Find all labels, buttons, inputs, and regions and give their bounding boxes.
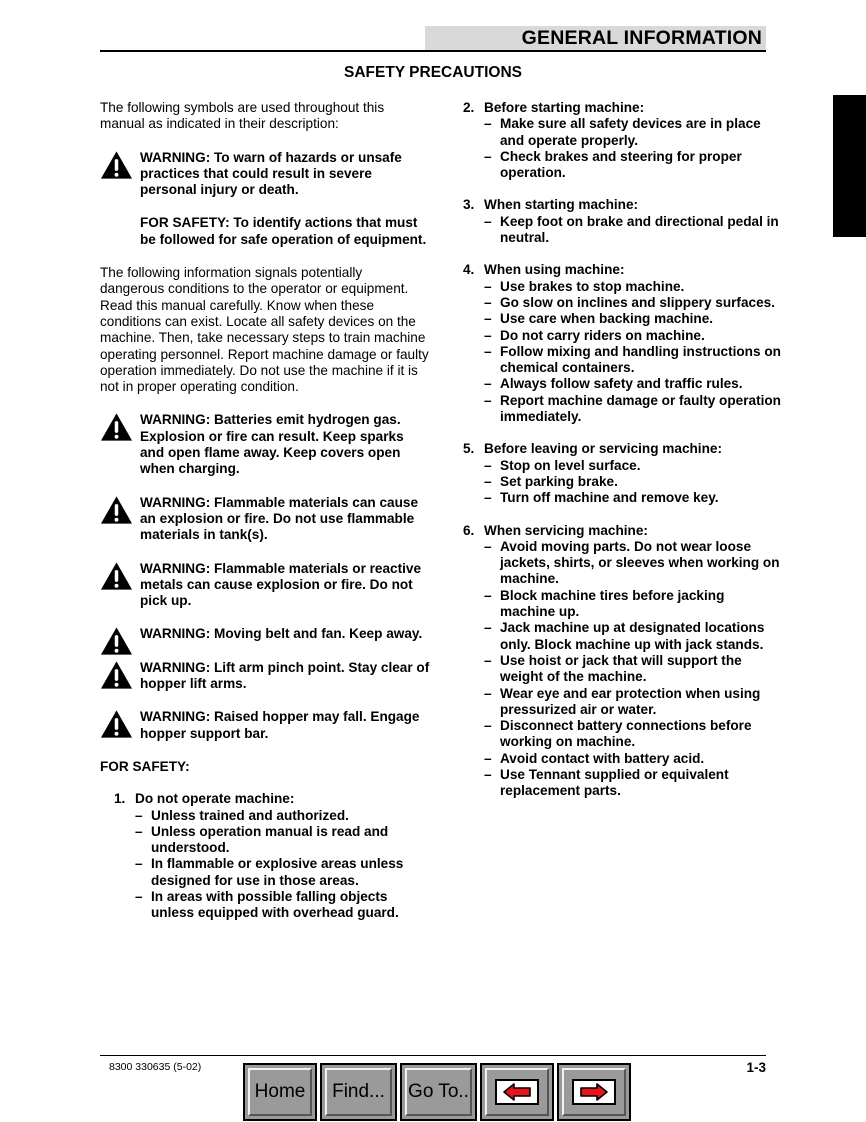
list-item bbox=[484, 295, 783, 311]
warning-text: WARNING: Flammable materials or reactive metals can cause explosion or fire. Do not pick up. bbox=[140, 560, 422, 609]
list-heading bbox=[463, 197, 783, 213]
warning-triangle-icon bbox=[100, 626, 133, 656]
dash-bullet: – bbox=[135, 856, 143, 872]
list-items bbox=[463, 458, 783, 507]
list-number: 3. bbox=[463, 197, 475, 213]
list-item-text: Keep foot on brake and directional pedal in neutral. bbox=[500, 213, 779, 246]
list-item-text: Avoid contact with battery acid. bbox=[500, 750, 705, 766]
warning-triangle-icon bbox=[100, 412, 133, 442]
warning-item bbox=[100, 709, 430, 742]
dash-bullet: – bbox=[135, 823, 143, 839]
list-item-text: Follow mixing and handling instructions on chemical containers. bbox=[500, 343, 781, 376]
list-item-text: Wear eye and ear protection when using pressurized air or water. bbox=[500, 685, 761, 717]
list-items bbox=[463, 116, 783, 181]
list-heading bbox=[463, 262, 783, 278]
dash-bullet: – bbox=[484, 490, 492, 506]
list-heading bbox=[463, 523, 783, 539]
dash-bullet: – bbox=[484, 652, 492, 668]
warning-triangle-icon bbox=[100, 150, 133, 180]
list-item bbox=[484, 653, 783, 686]
list-heading-text: When starting machine: bbox=[484, 197, 639, 213]
list-item bbox=[484, 588, 783, 621]
list-number: 5. bbox=[463, 441, 475, 457]
list-number: 6. bbox=[463, 522, 475, 538]
list-heading bbox=[463, 441, 783, 457]
list-item bbox=[484, 686, 783, 719]
for-safety-label: FOR SAFETY: bbox=[100, 758, 190, 774]
dash-bullet: – bbox=[484, 538, 492, 554]
warning-triangle-icon bbox=[100, 495, 133, 525]
dash-bullet: – bbox=[484, 376, 492, 392]
list-item-text: Set parking brake. bbox=[500, 473, 618, 489]
list-heading-text: When servicing machine: bbox=[484, 522, 648, 538]
warning-item bbox=[100, 412, 430, 477]
list-item-text: Always follow safety and traffic rules. bbox=[500, 376, 743, 392]
warning-triangle-icon bbox=[100, 709, 133, 739]
list-item bbox=[484, 344, 783, 377]
symbol-safety-text: FOR SAFETY: To identify actions that must be followed for safe operation of equipment. bbox=[140, 215, 427, 247]
warning-text: WARNING: Raised hopper may fall. Engage hopper support bar. bbox=[140, 709, 420, 741]
next-page-button[interactable] bbox=[557, 1063, 631, 1121]
list-heading-text: Before leaving or servicing machine: bbox=[484, 441, 722, 457]
dash-bullet: – bbox=[135, 888, 143, 904]
warning-text: WARNING: Flammable materials can cause an explosion or fire. Do not use flammable materials in tank(s). bbox=[140, 494, 419, 543]
list-item-text: Use brakes to stop machine. bbox=[500, 278, 685, 294]
list-item bbox=[484, 328, 783, 344]
list-item bbox=[484, 279, 783, 295]
right-arrow-icon bbox=[572, 1079, 616, 1105]
list-number: 2. bbox=[463, 100, 475, 115]
list-item bbox=[484, 393, 783, 426]
dash-bullet: – bbox=[484, 116, 492, 132]
find-button-label: Find... bbox=[332, 1081, 385, 1102]
home-button[interactable] bbox=[243, 1063, 317, 1121]
previous-page-button[interactable] bbox=[480, 1063, 554, 1121]
warnings-list bbox=[100, 412, 430, 741]
list-item bbox=[484, 474, 783, 490]
list-item bbox=[484, 751, 783, 767]
list-item-text: Jack machine up at designated locations only. Block machine up with jack stands. bbox=[500, 620, 765, 652]
list-item bbox=[484, 767, 783, 800]
list-item-text: Disconnect battery connections before working on machine. bbox=[500, 718, 752, 750]
dash-bullet: – bbox=[484, 148, 492, 164]
list-item-text: Stop on level surface. bbox=[500, 457, 641, 473]
list-item bbox=[484, 490, 783, 506]
find-button[interactable] bbox=[320, 1063, 397, 1121]
section-thumb-tab bbox=[833, 95, 866, 237]
safety-list-2 bbox=[463, 100, 783, 181]
list-item-text: In flammable or explosive areas unless designed for use in those areas. bbox=[151, 856, 404, 888]
go-to-button[interactable] bbox=[400, 1063, 477, 1121]
symbol-warning bbox=[100, 150, 430, 199]
list-item bbox=[484, 376, 783, 392]
dash-bullet: – bbox=[484, 343, 492, 359]
list-item bbox=[484, 458, 783, 474]
page-title: SAFETY PRECAUTIONS bbox=[344, 64, 522, 81]
header-rule bbox=[100, 50, 766, 52]
page-number: 1-3 bbox=[746, 1060, 766, 1075]
list-items bbox=[463, 539, 783, 800]
list-number: 1. bbox=[114, 791, 126, 807]
dash-bullet: – bbox=[484, 457, 492, 473]
list-item bbox=[135, 889, 430, 922]
document-code: 8300 330635 (5-02) bbox=[109, 1061, 202, 1073]
dash-bullet: – bbox=[484, 620, 492, 636]
symbol-warning-text: WARNING: To warn of hazards or unsafe practices that could result in severe personal injury or death. bbox=[140, 149, 402, 198]
list-item-text: Go slow on inclines and slippery surfaces. bbox=[500, 294, 775, 310]
dash-bullet: – bbox=[484, 587, 492, 603]
safety-list-3 bbox=[463, 197, 783, 246]
list-items bbox=[463, 214, 783, 247]
list-item-text: Unless operation manual is read and understood. bbox=[151, 823, 389, 856]
list-item-text: Do not carry riders on machine. bbox=[500, 327, 705, 343]
dash-bullet: – bbox=[484, 327, 492, 343]
home-button-label: Home bbox=[254, 1081, 306, 1102]
list-item-text: Block machine tires before jacking machine up. bbox=[500, 587, 725, 620]
warning-text: WARNING: Lift arm pinch point. Stay clear of hopper lift arms. bbox=[140, 659, 430, 692]
list-items bbox=[114, 808, 430, 922]
list-heading-text: Do not operate machine: bbox=[135, 791, 295, 807]
list-item-text: Check brakes and steering for proper operation. bbox=[500, 148, 742, 181]
list-heading bbox=[114, 791, 430, 807]
safety-list-1 bbox=[100, 791, 430, 921]
safety-list-6 bbox=[463, 523, 783, 800]
dash-bullet: – bbox=[484, 311, 492, 327]
list-item bbox=[484, 539, 783, 588]
list-item bbox=[484, 620, 783, 653]
left-column bbox=[100, 100, 430, 938]
signals-paragraph: The following information signals potentially dangerous conditions to the operator or equipment. Read this manual carefully. Know when these conditions can exist. Locate all safety devices on the machine. Then, take necessary steps to train machine operating personnel. Report machine damage or faulty operation immediately. Do not use the machine if it is not in proper operating condition. bbox=[100, 265, 429, 395]
right-column bbox=[463, 100, 783, 816]
list-item bbox=[135, 856, 430, 889]
list-heading-text: Before starting machine: bbox=[484, 100, 645, 115]
warning-triangle-icon bbox=[100, 660, 133, 690]
list-item-text: Use care when backing machine. bbox=[500, 311, 714, 327]
dash-bullet: – bbox=[484, 685, 492, 701]
list-item bbox=[484, 214, 783, 247]
warning-text: WARNING: Batteries emit hydrogen gas. Explosion or fire can result. Keep sparks and open flame away. Keep covers open when charging. bbox=[140, 412, 404, 477]
section-title: GENERAL INFORMATION bbox=[521, 27, 762, 49]
footer-rule bbox=[100, 1055, 766, 1056]
list-item-text: In areas with possible falling objects unless equipped with overhead guard. bbox=[151, 888, 399, 921]
list-item-text: Avoid moving parts. Do not wear loose jackets, shirts, or sleeves when working on machine. bbox=[500, 538, 780, 587]
list-item-text: Make sure all safety devices are in place and operate properly. bbox=[500, 116, 761, 148]
warning-item bbox=[100, 660, 430, 693]
list-item bbox=[484, 718, 783, 751]
list-number: 4. bbox=[463, 262, 475, 278]
safety-list-4 bbox=[463, 262, 783, 425]
list-heading-text: When using machine: bbox=[484, 262, 625, 278]
left-arrow-icon bbox=[495, 1079, 539, 1105]
dash-bullet: – bbox=[484, 278, 492, 294]
list-heading bbox=[463, 100, 783, 116]
list-item bbox=[484, 149, 783, 182]
dash-bullet: – bbox=[484, 473, 492, 489]
list-item bbox=[135, 808, 430, 824]
go-to-button-label: Go To.. bbox=[408, 1081, 469, 1102]
dash-bullet: – bbox=[484, 392, 492, 408]
list-item-text: Unless trained and authorized. bbox=[151, 807, 349, 823]
warning-item bbox=[100, 495, 430, 544]
list-items bbox=[463, 279, 783, 426]
dash-bullet: – bbox=[484, 213, 492, 229]
list-item-text: Report machine damage or faulty operation immediately. bbox=[500, 392, 781, 425]
dash-bullet: – bbox=[484, 766, 492, 782]
dash-bullet: – bbox=[484, 750, 492, 766]
list-item bbox=[135, 824, 430, 857]
warning-item bbox=[100, 561, 430, 610]
warning-triangle-icon bbox=[100, 561, 133, 591]
list-item-text: Use Tennant supplied or equivalent replacement parts. bbox=[500, 766, 729, 799]
warning-item bbox=[100, 626, 430, 642]
safety-list-5 bbox=[463, 441, 783, 506]
dash-bullet: – bbox=[484, 718, 492, 734]
list-item-text: Use hoist or jack that will support the weight of the machine. bbox=[500, 652, 742, 685]
dash-bullet: – bbox=[135, 807, 143, 823]
dash-bullet: – bbox=[484, 294, 492, 310]
list-item bbox=[484, 116, 783, 149]
warning-text: WARNING: Moving belt and fan. Keep away. bbox=[140, 626, 423, 642]
list-item bbox=[484, 311, 783, 327]
list-item-text: Turn off machine and remove key. bbox=[500, 490, 719, 506]
intro-text: The following symbols are used throughout this manual as indicated in their description: bbox=[100, 100, 385, 132]
